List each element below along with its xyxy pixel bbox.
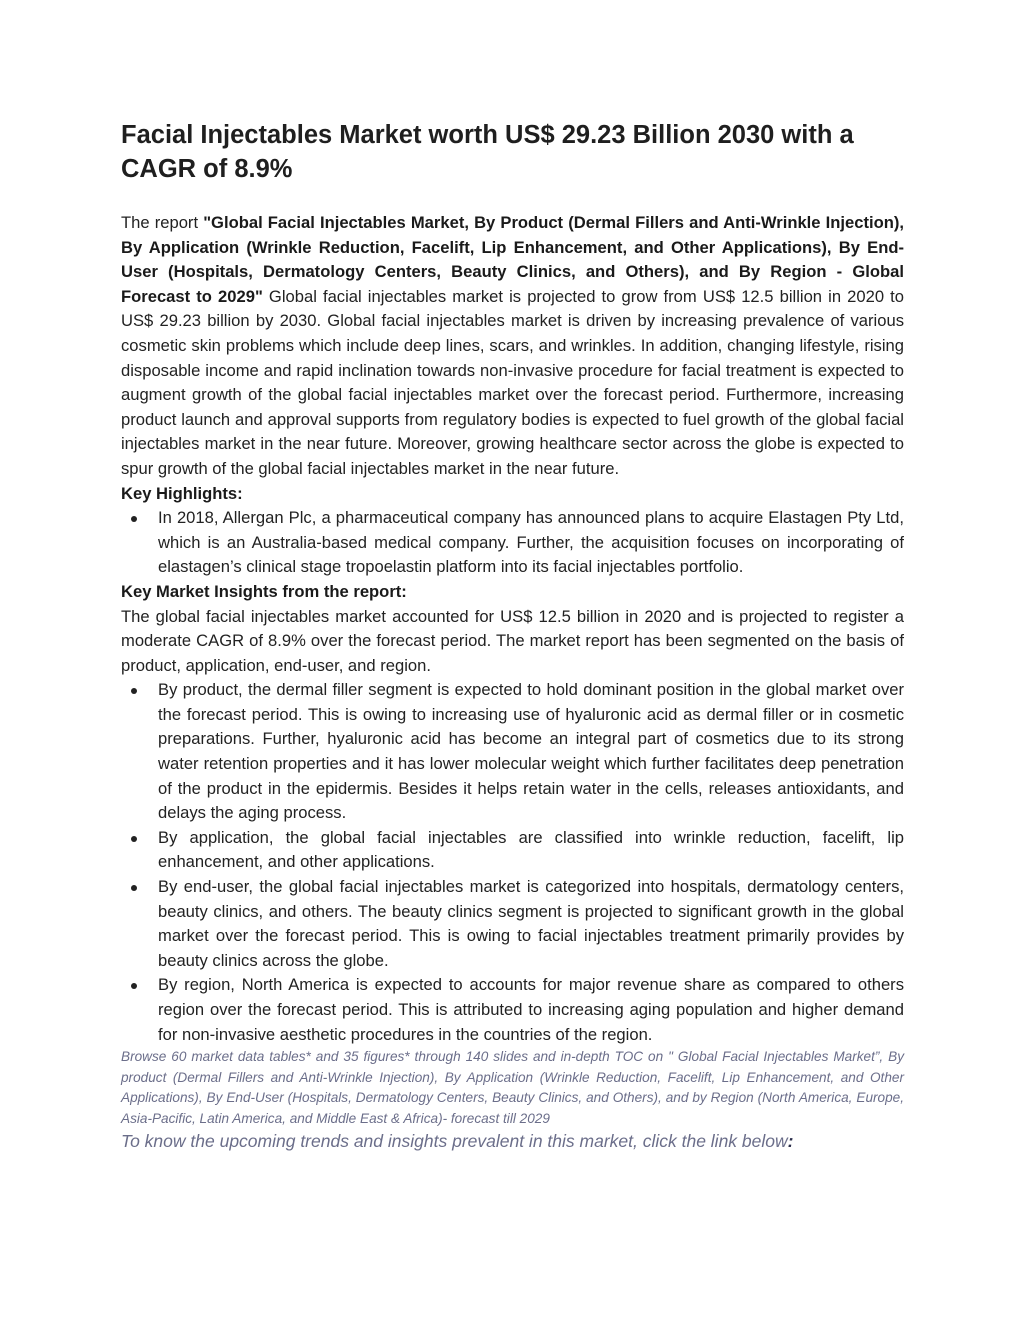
intro-paragraph [121, 211, 904, 482]
cta-link-text[interactable]: To know the upcoming trends and insights prevalent in this market, click the link below: [121, 1131, 794, 1152]
list-item: In 2018, Allergan Plc, a pharmaceutical company has announced plans to acquire Elastagen Pty Ltd, which is an Australia-based medical company. Further, the acquisition focuses on incorporating of elastagen’s clinical stage tropoelastin platform into its facial injectables portfolio. [121, 506, 904, 580]
intro-body: Global facial injectables market is projected to grow from US$ 12.5 billion in 2020 to US$ 29.23 billion by 2030. Global facial injectables market is driven by increasing prevalence of various cosmetic skin problems which include deep lines, scars, and wrinkles. In addition, changing lifestyle, rising disposable income and rapid inclination towards non-invasive procedure for facial treatment is expected to augment growth of the global facial injectables market over the forecast period. Furthermore, increasing product launch and approval supports from regulatory bodies is expected to fuel growth of the global facial injectables market in the near future. Moreover, growing healthcare sector across the globe is expected to spur growth of the global facial injectables market in the near future. [121, 286, 904, 478]
bullet-icon [131, 983, 137, 989]
page-title: Facial Injectables Market worth US$ 29.23 Billion 2030 with a CAGR of 8.9% [121, 121, 854, 183]
bullet-icon [131, 688, 137, 694]
browse-note: Browse 60 market data tables* and 35 figures* through 140 slides and in-depth TOC on " Global Facial Injectables Market”, By product (Dermal Fillers and Anti-Wrinkle Injection), By Application (Wrinkle Reduction, Facelift, Lip Enhancement, and Other Applications), By End-User (Hospitals, Dermatology Centers, Beauty Clinics, and Others), and by Region (North America, Europe, Asia-Pacific, Latin America, and Middle East & Africa)- forecast till 2029 [121, 1049, 904, 1126]
insights-list [121, 678, 904, 1047]
bullet-icon [131, 516, 137, 522]
list-item: By region, North America is expected to accounts for major revenue share as compared to others region over the forecast period. This is attributed to increasing aging population and higher demand for non-invasive aesthetic procedures in the countries of the region. [121, 973, 904, 1047]
document-page [121, 118, 904, 1153]
bullet-icon [131, 836, 137, 842]
insights-heading: Key Market Insights from the report: [121, 581, 407, 601]
bullet-icon [131, 885, 137, 891]
list-item: By end-user, the global facial injectables market is categorized into hospitals, dermatology centers, beauty clinics, and others. The beauty clinics segment is projected to significant growth in the global market over the forecast period. This is owing to facial injectables treatment primarily provides by beauty clinics across the globe. [121, 875, 904, 973]
report-name: "Global Facial Injectables Market, By Product (Dermal Fillers and Anti-Wrinkle Injection), By Application (Wrinkle Reduction, Facelift, Lip Enhancement, and Other Applications), By End-User (Hospitals, Dermatology Centers, Beauty Clinics, and Others), and By Region - Global Forecast to 2029" [121, 213, 904, 306]
key-highlights-list [121, 506, 904, 580]
key-highlights-heading: Key Highlights: [121, 483, 243, 503]
list-item: By application, the global facial injectables are classified into wrinkle reduction, facelift, lip enhancement, and other applications. [121, 826, 904, 875]
list-item: By product, the dermal filler segment is expected to hold dominant position in the global market over the forecast period. This is owing to increasing use of hyaluronic acid as dermal filler or in cosmetic preparations. Further, hyaluronic acid has become an integral part of cosmetics due to its strong water retention properties and it has lower molecular weight which further facilitates deep penetration of the product in the epidermis. Besides it helps retain water in the cells, releases antioxidants, and delays the aging process. [121, 678, 904, 826]
insights-paragraph: The global facial injectables market accounted for US$ 12.5 billion in 2020 and is projected to register a moderate CAGR of 8.9% over the forecast period. The market report has been segmented on the basis of product, application, end-user, and region. [121, 606, 904, 675]
intro-lead: The report [121, 213, 204, 232]
